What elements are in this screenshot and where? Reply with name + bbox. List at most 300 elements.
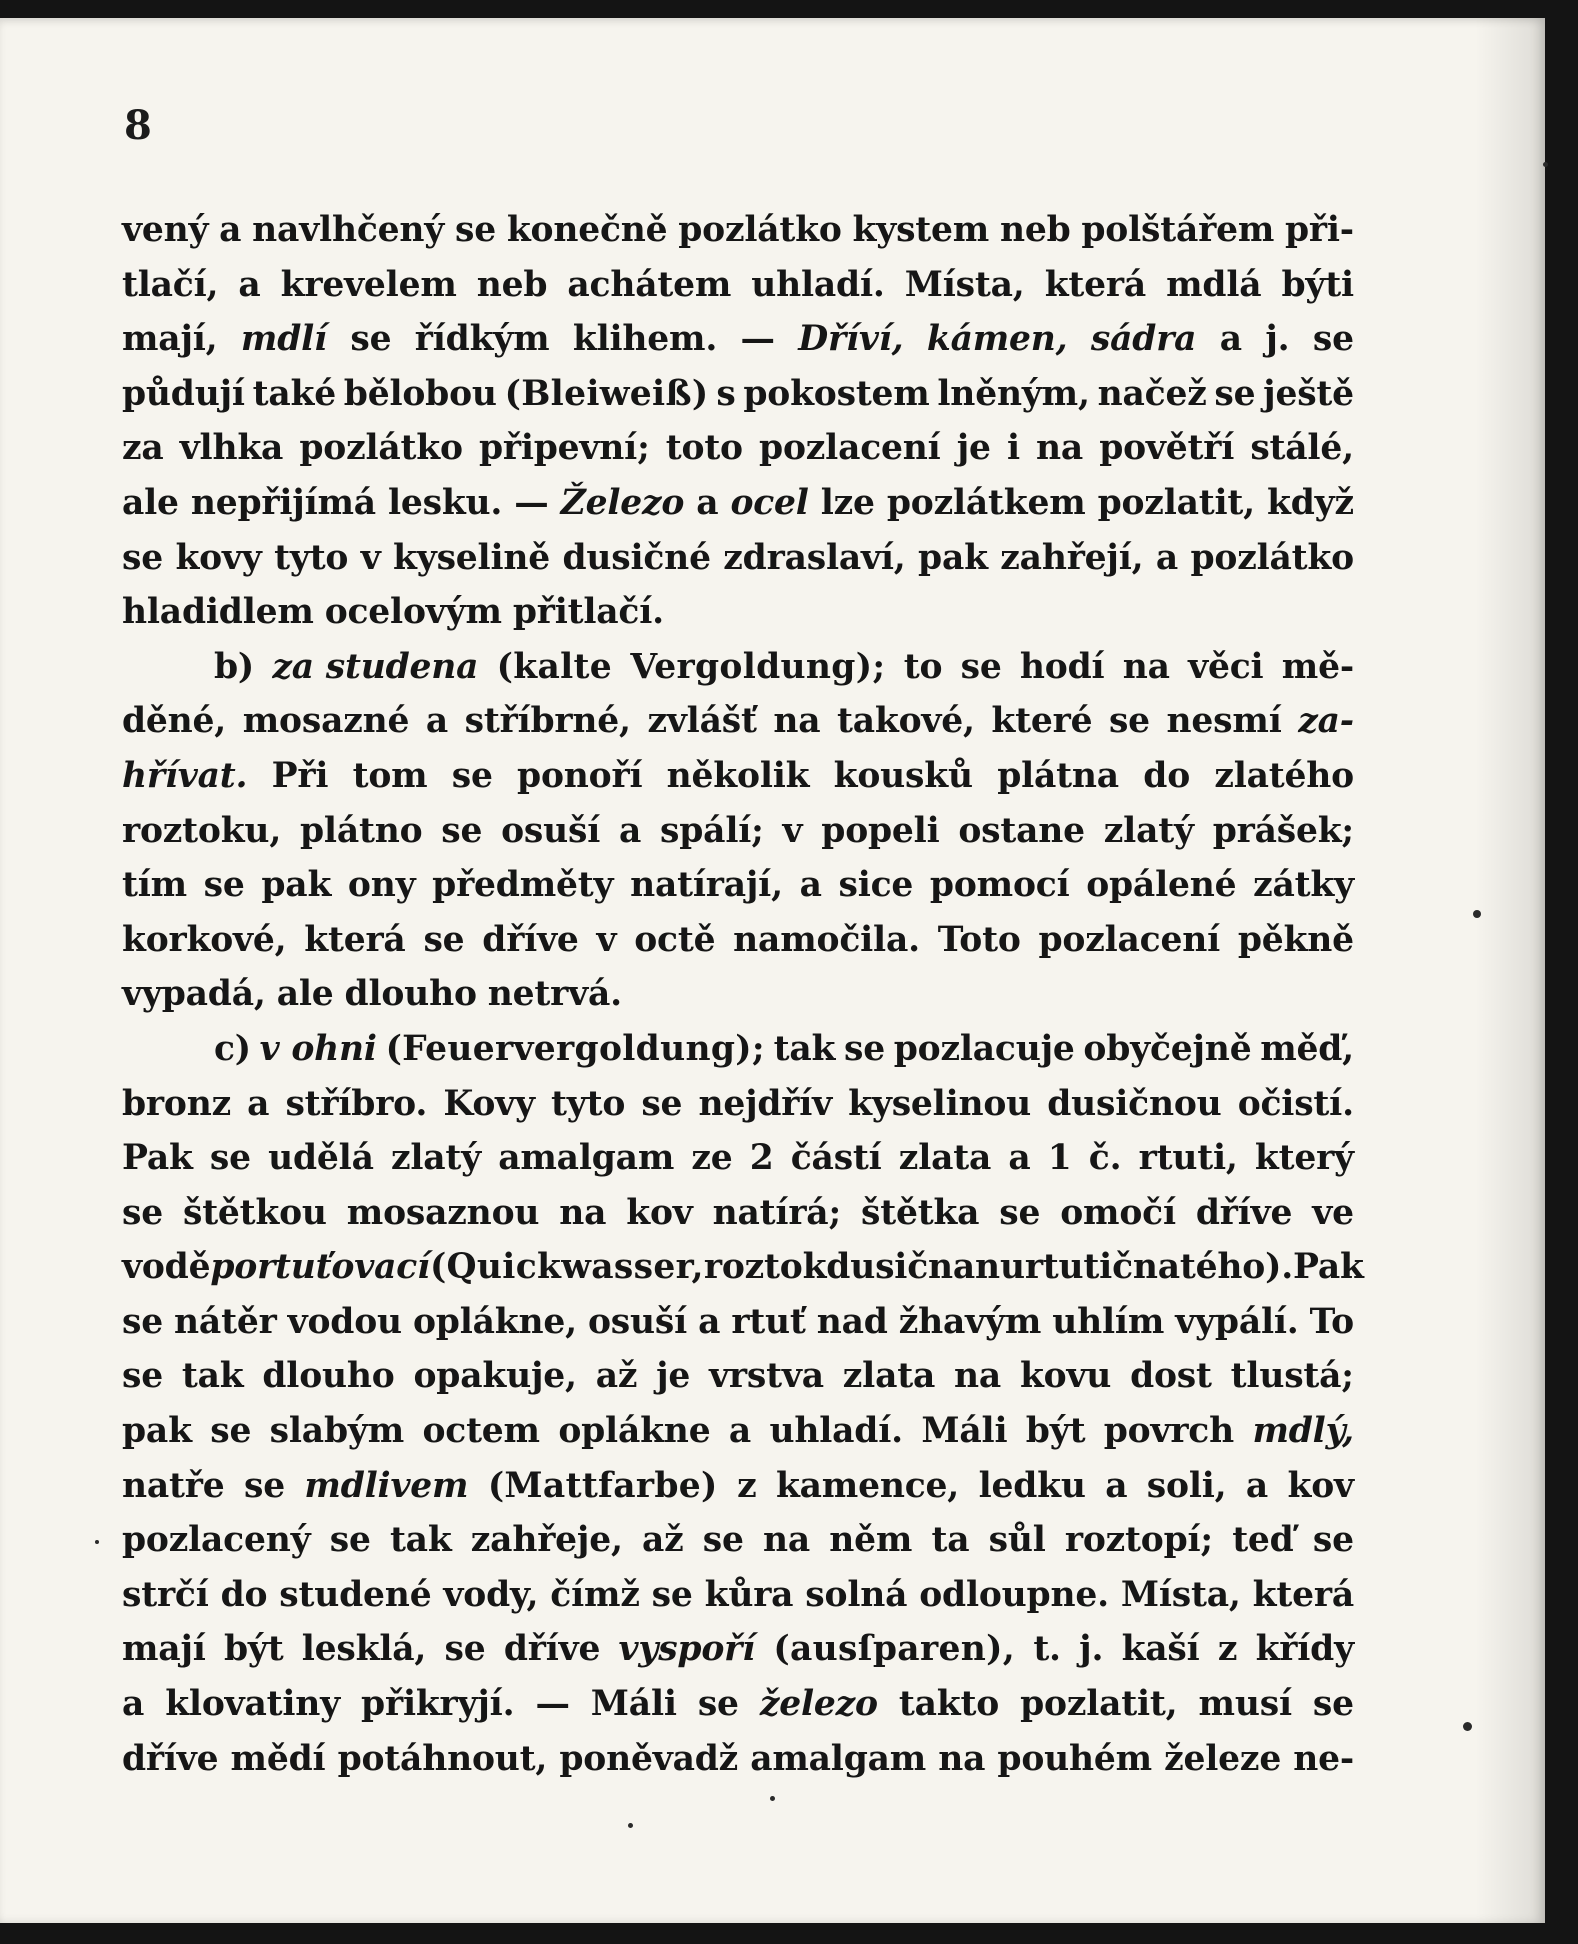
word: neb xyxy=(476,264,548,305)
word: Máli xyxy=(590,1684,677,1725)
word: roztopí; xyxy=(1064,1520,1213,1561)
text-line xyxy=(122,258,1354,313)
word: která xyxy=(1252,1574,1354,1615)
word: (Quickwasser, xyxy=(429,1247,704,1288)
word: připevní; xyxy=(478,428,650,469)
word: který xyxy=(1254,1138,1354,1179)
word: dříve xyxy=(122,1738,219,1779)
word: j. xyxy=(1079,1629,1104,1670)
word: a xyxy=(122,1684,145,1725)
text-line xyxy=(122,476,1354,531)
word: věci xyxy=(1188,646,1264,687)
word: mají xyxy=(122,1629,206,1670)
word: ještě xyxy=(1263,373,1354,414)
word: přitlačí. xyxy=(512,592,664,633)
word: pozlacený xyxy=(122,1520,311,1561)
word: — xyxy=(535,1684,570,1725)
binding-shadow xyxy=(1475,18,1545,1923)
text-line xyxy=(122,1240,1364,1295)
word: sice xyxy=(838,865,914,906)
word: nad xyxy=(816,1301,888,1342)
word: až xyxy=(642,1520,684,1561)
word: pak xyxy=(918,537,988,578)
text-line xyxy=(122,1131,1354,1186)
word: Železo xyxy=(560,482,685,523)
word: a xyxy=(238,264,261,305)
word: (Feuervergoldung); xyxy=(385,1028,765,1069)
word: řídkým xyxy=(414,319,550,360)
word: povrch xyxy=(1103,1411,1234,1452)
word: opálené xyxy=(1086,865,1237,906)
scan-speck xyxy=(95,1540,99,1544)
word: tak xyxy=(181,1356,244,1397)
word: zahřeje, xyxy=(470,1520,623,1561)
word: popeli xyxy=(821,810,940,851)
word: nátěr xyxy=(174,1301,277,1342)
text-line xyxy=(122,1349,1354,1404)
word: a xyxy=(619,810,642,851)
word: několik xyxy=(666,755,810,796)
word: Toto xyxy=(937,919,1021,960)
word: se xyxy=(122,1301,163,1342)
word: štětka xyxy=(860,1192,980,1233)
word: zlatého xyxy=(1214,755,1354,796)
word: zlata xyxy=(842,1356,936,1397)
word: ne- xyxy=(1293,1738,1354,1779)
word: dusičnanu xyxy=(826,1247,1025,1288)
word: býti xyxy=(1281,264,1354,305)
word: pak xyxy=(261,865,332,906)
word: pozlacení xyxy=(759,428,941,469)
word: ponoří xyxy=(517,755,643,796)
word: se xyxy=(844,1028,885,1069)
text-line xyxy=(122,312,1354,367)
word: opláknе xyxy=(558,1411,711,1452)
word: portuťovací xyxy=(210,1247,430,1288)
word: dusičné xyxy=(562,537,711,578)
word: se xyxy=(350,319,392,360)
word: pozlátko xyxy=(1190,537,1354,578)
word: amalgam xyxy=(750,1738,927,1779)
word: z xyxy=(1217,1629,1238,1670)
word: se xyxy=(1312,1520,1354,1561)
word: octem xyxy=(422,1411,540,1452)
word: mdlí xyxy=(240,319,327,360)
word: která xyxy=(1044,264,1147,305)
word: se xyxy=(999,1192,1041,1233)
word: zátky xyxy=(1253,865,1354,906)
word: vrstva xyxy=(709,1356,824,1397)
word: hřívat. xyxy=(122,755,248,796)
word: měď, xyxy=(1260,1028,1354,1069)
word: kovy xyxy=(175,537,262,578)
word: a xyxy=(698,1301,721,1342)
word: omočí xyxy=(1060,1192,1176,1233)
word: pomocí xyxy=(929,865,1070,906)
word: dlouho xyxy=(344,974,477,1015)
word: mě- xyxy=(1281,646,1354,687)
word: osuší xyxy=(587,1301,688,1342)
word: vodě xyxy=(122,1247,211,1288)
text-line xyxy=(122,858,1354,913)
word: a xyxy=(1219,319,1242,360)
text-line xyxy=(122,1732,1354,1787)
word: s xyxy=(716,373,736,414)
word: konečně xyxy=(506,210,668,250)
word: bronz xyxy=(122,1083,231,1124)
word: se xyxy=(1312,319,1354,360)
word: obyčejně xyxy=(1083,1028,1252,1069)
word: b) xyxy=(214,646,255,687)
word: předměty xyxy=(432,865,614,906)
word: odloupne. xyxy=(919,1574,1109,1615)
word: se xyxy=(329,1520,371,1561)
word: pokostem xyxy=(743,373,930,414)
word: se xyxy=(702,1520,744,1561)
text-line xyxy=(122,1022,1354,1077)
word: ostane xyxy=(958,810,1085,851)
word: ale xyxy=(122,482,179,523)
word: poněvadž xyxy=(559,1738,739,1779)
word: do xyxy=(220,1574,268,1615)
word: na xyxy=(1036,428,1084,469)
word: v xyxy=(782,810,803,851)
word: kyselinou xyxy=(848,1083,1032,1124)
word: takto xyxy=(898,1684,1000,1725)
word: štětkou xyxy=(182,1192,327,1233)
word: mdlý, xyxy=(1252,1411,1354,1452)
word: a xyxy=(728,1411,752,1452)
word: natírá; xyxy=(712,1192,841,1233)
word: pozlátkem xyxy=(886,482,1086,523)
word: na xyxy=(938,1738,986,1779)
text-line xyxy=(122,421,1354,476)
word: se xyxy=(451,755,493,796)
word: v xyxy=(596,919,617,960)
word: nejdřív xyxy=(698,1083,833,1124)
word: sádra xyxy=(1090,319,1197,360)
word: stříbro. xyxy=(285,1083,428,1124)
word: mdlá xyxy=(1166,264,1262,305)
word: a xyxy=(425,701,449,742)
word: uhlím xyxy=(1052,1301,1165,1342)
word: ze xyxy=(691,1138,733,1179)
word: klovatiny xyxy=(165,1684,340,1725)
word: sůl xyxy=(988,1520,1046,1561)
word: vypálí. xyxy=(1175,1301,1299,1342)
word: stálé, xyxy=(1250,428,1354,469)
text-line xyxy=(122,967,1354,1022)
word: pozlatit, xyxy=(1020,1684,1178,1725)
word: klihem. xyxy=(572,319,718,360)
word: t. xyxy=(1033,1629,1061,1670)
word: octě xyxy=(634,919,716,960)
word: tak xyxy=(389,1520,452,1561)
word: Pak xyxy=(122,1138,193,1179)
word: i xyxy=(1006,428,1020,469)
page-number: 8 xyxy=(124,102,152,149)
word: prášek; xyxy=(1212,810,1354,851)
word: plátna xyxy=(997,755,1119,796)
text-line xyxy=(122,1077,1354,1132)
word: vený xyxy=(122,210,209,250)
word: kovu xyxy=(1019,1356,1112,1397)
word: které xyxy=(991,701,1093,742)
word: na xyxy=(954,1356,1002,1397)
word: se xyxy=(243,1465,285,1506)
word: polštářem xyxy=(1081,210,1275,250)
word: mosazné xyxy=(242,701,410,742)
word: vyspoří xyxy=(618,1629,756,1670)
word: (kalte xyxy=(496,646,612,687)
word: Při xyxy=(271,755,329,796)
text-line xyxy=(122,585,1354,640)
word: zdraslaví, xyxy=(723,537,906,578)
word: pak xyxy=(122,1411,192,1452)
word: se xyxy=(1312,1684,1354,1725)
word: pozlacení xyxy=(1038,919,1221,960)
word: ocelovým xyxy=(324,592,502,633)
word: do xyxy=(1143,755,1190,796)
word: také xyxy=(252,373,336,414)
word: se xyxy=(441,810,483,851)
word: něm xyxy=(829,1520,913,1561)
word: z xyxy=(737,1465,757,1506)
word: na xyxy=(1122,646,1170,687)
word: za xyxy=(122,428,164,469)
word: na xyxy=(559,1192,607,1233)
word: se xyxy=(122,1192,163,1233)
word: pozlacuje xyxy=(893,1028,1075,1069)
text-line xyxy=(122,1404,1354,1459)
word: se xyxy=(1108,701,1150,742)
word: potáhnout, xyxy=(337,1738,548,1779)
word: Pak xyxy=(1293,1247,1364,1288)
word: křídy xyxy=(1255,1629,1354,1670)
word: Místa, xyxy=(1120,1574,1241,1615)
word: zlata xyxy=(898,1138,992,1179)
word: rtuť xyxy=(731,1301,806,1342)
word: žhavým xyxy=(898,1301,1042,1342)
text-line xyxy=(122,640,1354,695)
word: slabým xyxy=(269,1411,405,1452)
word: mosaznou xyxy=(346,1192,540,1233)
word: a xyxy=(247,1083,270,1124)
word: na xyxy=(773,701,821,742)
word: To xyxy=(1309,1301,1354,1342)
word: ta xyxy=(931,1520,970,1561)
text-line xyxy=(122,694,1354,749)
word: Dříví, xyxy=(798,319,904,360)
word: ve xyxy=(1312,1192,1354,1233)
word: půdují xyxy=(122,373,245,414)
word: vodou xyxy=(287,1301,402,1342)
scan-speck xyxy=(1543,162,1548,167)
word: soli, xyxy=(1146,1465,1227,1506)
word: dusičnou xyxy=(1047,1083,1222,1124)
word: 2 xyxy=(749,1138,774,1179)
word: se xyxy=(423,919,465,960)
word: ale xyxy=(276,974,334,1015)
word: se xyxy=(209,1138,251,1179)
word: spálí; xyxy=(660,810,764,851)
body-text xyxy=(122,203,1364,1786)
word: kyselině xyxy=(393,537,550,578)
word: bělobou xyxy=(343,373,497,414)
word: se xyxy=(697,1684,739,1725)
word: kov xyxy=(1287,1465,1354,1506)
word: hodí xyxy=(1019,646,1105,687)
word: kystem xyxy=(852,210,990,250)
word: kůra xyxy=(704,1574,794,1615)
word: čímž xyxy=(550,1574,640,1615)
word: kamence, xyxy=(775,1465,960,1506)
word: částí xyxy=(790,1138,882,1179)
word: (Mattfarbe) xyxy=(487,1465,718,1506)
word: studené xyxy=(279,1574,432,1615)
word: — xyxy=(740,319,775,360)
word: navlhčený xyxy=(252,210,445,250)
word: plátno xyxy=(299,810,423,851)
word: Máli xyxy=(921,1411,1008,1452)
word: mdlivem xyxy=(304,1465,469,1506)
word: dříve xyxy=(1195,1192,1293,1233)
word: mědí xyxy=(230,1738,326,1779)
word: za- xyxy=(1298,701,1354,742)
word: být xyxy=(223,1629,284,1670)
word: krevelem xyxy=(280,264,457,305)
word: natírají, xyxy=(630,865,783,906)
text-line xyxy=(122,1677,1354,1732)
word: ledku xyxy=(978,1465,1086,1506)
scan-speck xyxy=(1473,910,1481,918)
word: na xyxy=(763,1520,811,1561)
word: je xyxy=(956,428,991,469)
word: povětří xyxy=(1099,428,1235,469)
word: amalgam xyxy=(498,1138,675,1179)
word: která xyxy=(304,919,406,960)
text-line xyxy=(122,1513,1354,1568)
word: a xyxy=(799,865,822,906)
word: neb xyxy=(999,210,1071,250)
word: natře xyxy=(122,1465,225,1506)
text-line xyxy=(122,1186,1354,1241)
word: železo xyxy=(759,1684,878,1725)
text-line xyxy=(122,531,1354,586)
word: uhladí. xyxy=(769,1411,903,1452)
word: se xyxy=(122,537,163,578)
word: lesklá, xyxy=(301,1629,427,1670)
word: Vergoldung); xyxy=(630,646,886,687)
word: a xyxy=(1155,537,1179,578)
word: č. xyxy=(1088,1138,1122,1179)
word: kousků xyxy=(833,755,973,796)
word: dlouho xyxy=(262,1356,395,1397)
word: musí xyxy=(1198,1684,1292,1725)
word: při- xyxy=(1285,210,1354,250)
word: se xyxy=(1214,373,1256,414)
word: tyto xyxy=(274,537,349,578)
word: být xyxy=(1025,1411,1086,1452)
scan-speck xyxy=(1463,1722,1472,1731)
text-line xyxy=(122,367,1354,422)
word: pěkně xyxy=(1237,919,1354,960)
word: kámen, xyxy=(926,319,1068,360)
word: (ausſparen), xyxy=(773,1629,1016,1670)
text-line xyxy=(122,1295,1354,1350)
word: takové, xyxy=(836,701,975,742)
text-line xyxy=(122,913,1354,968)
word: zvlášť xyxy=(647,701,757,742)
word: (Bleiweiß) xyxy=(504,373,709,414)
word: kov xyxy=(626,1192,693,1233)
word: nepřijímá xyxy=(190,482,376,523)
word: tyto xyxy=(551,1083,626,1124)
word: se xyxy=(122,1356,163,1397)
word: za studena xyxy=(272,646,479,687)
word: zlatý xyxy=(390,1138,481,1179)
word: ocel xyxy=(730,482,809,523)
word: děné, xyxy=(122,701,227,742)
text-line xyxy=(122,1622,1354,1677)
word: pozlatit, xyxy=(1097,482,1255,523)
word: a xyxy=(1245,1465,1269,1506)
word: to xyxy=(903,646,943,687)
word: vypadá, xyxy=(122,974,266,1015)
word: dříve xyxy=(482,919,579,960)
word: korkové, xyxy=(122,919,287,960)
word: se xyxy=(960,646,1002,687)
word: roztok xyxy=(703,1247,827,1288)
word: se xyxy=(203,865,245,906)
word: se xyxy=(454,210,496,250)
word: j. xyxy=(1265,319,1290,360)
book-page xyxy=(0,18,1545,1923)
scan-speck xyxy=(628,1823,633,1828)
word: lněným, xyxy=(937,373,1090,414)
word: stříbrné, xyxy=(464,701,631,742)
word: tom xyxy=(352,755,428,796)
word: 1 xyxy=(1047,1138,1072,1179)
word: a xyxy=(1008,1138,1031,1179)
word: tím xyxy=(122,865,187,906)
word: roztoku, xyxy=(122,810,282,851)
text-line xyxy=(122,804,1354,859)
word: a xyxy=(696,482,719,523)
word: v xyxy=(360,537,381,578)
word: železe xyxy=(1164,1738,1282,1779)
word: zahřejí, xyxy=(1000,537,1144,578)
word: tlačí, xyxy=(122,264,219,305)
word: přikryjí. xyxy=(361,1684,515,1725)
word: když xyxy=(1266,482,1354,523)
word: kaší xyxy=(1121,1629,1200,1670)
text-line xyxy=(122,203,1354,258)
word: solná xyxy=(805,1574,908,1615)
word: c) xyxy=(214,1028,251,1069)
word: pozlátko xyxy=(678,210,842,250)
word: tak xyxy=(773,1028,836,1069)
word: pouhém xyxy=(997,1738,1152,1779)
word: strčí xyxy=(122,1574,209,1615)
word: vlhka xyxy=(179,428,284,469)
word: je xyxy=(656,1356,691,1397)
word: toto xyxy=(665,428,743,469)
text-line xyxy=(122,1568,1354,1623)
word: nesmí xyxy=(1166,701,1282,742)
word: ony xyxy=(347,865,416,906)
text-line xyxy=(122,749,1354,804)
